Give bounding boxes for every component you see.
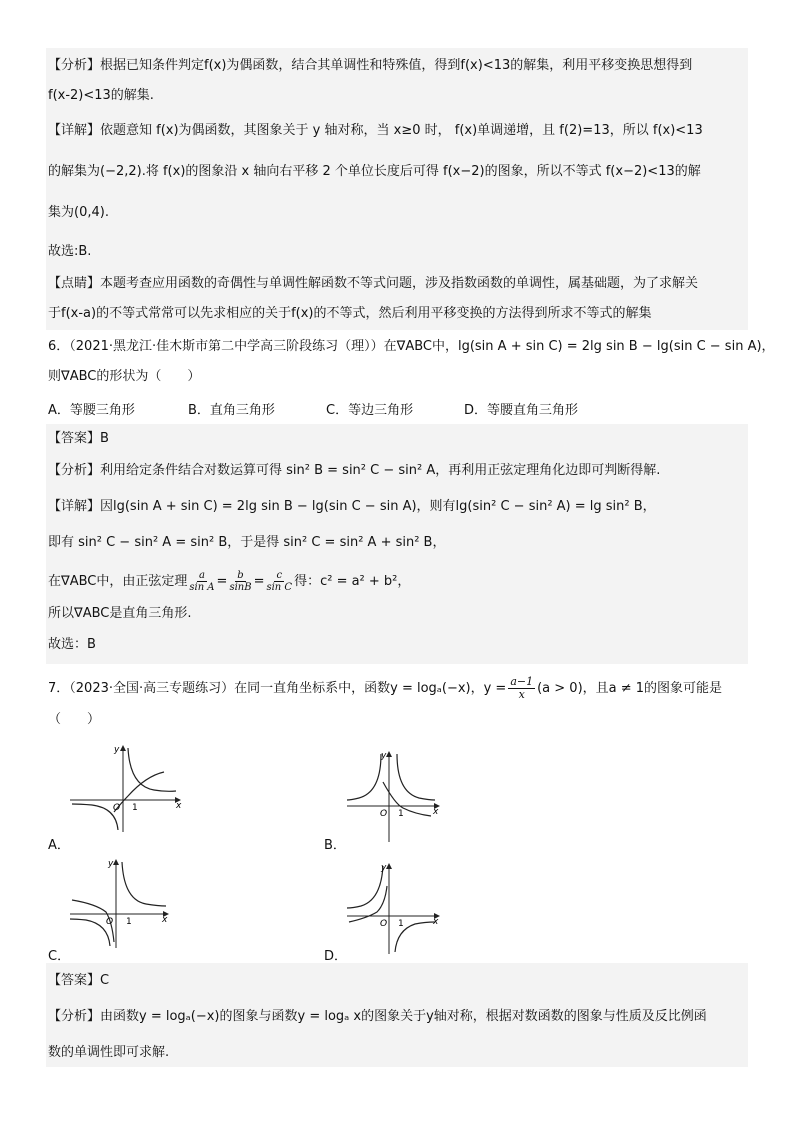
graph-d-axis-y: y [381, 863, 387, 873]
sine-law-fraction-3: $\frac{c}{\text{sin C}}$ [266, 570, 293, 593]
graph-a-one: 1 [132, 803, 138, 813]
q7-fraction: $\frac{a-1}{x}$ [510, 675, 534, 701]
question-7-paren: （ ） [48, 712, 101, 727]
detail-line-1: 【详解】依题意知 f(x)为偶函数，其图象关于 y 轴对称，当 x≥0 时， f(x)单调递增，且 f(2)=13，所以 f(x)<13 [48, 123, 703, 138]
graph-c-axis-y: y [108, 859, 114, 869]
detail-line-3: 集为(0,4). [48, 205, 109, 220]
detail-q6-3-suffix: 得：c² = a² + b²， [294, 573, 411, 589]
question-7-stem-start: 7．（2023·全国·高三专题练习）在同一直角坐标系中，函数y = logₐ(−x)，y = [48, 680, 507, 696]
analysis-q7-2: 数的单调性即可求解. [48, 1045, 170, 1060]
graph-c [66, 856, 172, 950]
option-d: D．等腰直角三角形 [464, 403, 579, 418]
graph-b-axis-y: y [381, 751, 387, 761]
graph-d [343, 860, 443, 956]
graph-a-axis-y: y [114, 745, 120, 755]
graph-a [66, 742, 184, 834]
question-6-stem: 6．（2021·黑龙江·佳木斯市第二中学高三阶段练习（理））在∇ABC中，lg(sin A + sin C) = 2lg sin B − lg(sin C − sin A)， [48, 339, 775, 354]
detail-q6-3: 在∇ABC中，由正弦定理 $\frac{a}{\text{sin A}}$ = $\frac{b}{\sin B}$ = $\frac{c}{\text{sin C}}$ 得：c² = a² + b²， [48, 570, 411, 593]
graph-a-axis-x: x [176, 801, 182, 811]
graph-d-label: D． [324, 949, 348, 964]
choice-line: 故选:B. [48, 244, 92, 259]
question-6-stem-2: 则∇ABC的形状为（ ） [48, 369, 201, 384]
analysis-line-2: f(x-2)<13的解集. [48, 88, 154, 103]
option-b: B．直角三角形 [188, 403, 275, 418]
graph-b-label: B． [324, 838, 346, 853]
detail-q6-4: 所以∇ABC是直角三角形. [48, 606, 192, 621]
graph-d-one: 1 [398, 919, 404, 929]
graph-c-one: 1 [126, 917, 132, 927]
sine-law-fraction-2: $\frac{b}{\sin B}$ [229, 570, 252, 593]
analysis-q7-1: 【分析】由函数y = logₐ(−x)的图象与函数y = logₐ x的图象关于y轴对称，根据对数函数的图象与性质及反比例函 [48, 1009, 707, 1024]
graph-d-axis-x: x [433, 917, 439, 927]
sine-law-fraction-1: $\frac{a}{\text{sin A}}$ [189, 570, 215, 593]
graph-a-label: A． [48, 838, 70, 853]
question-7-stem-end: (a > 0)，且a ≠ 1的图象可能是 [537, 680, 723, 696]
graph-b-origin: O [380, 809, 388, 819]
comment-line-2: 于f(x-a)的不等式常常可以先求相应的关于f(x)的不等式，然后利用平移变换的方法得到所求不等式的解集 [48, 306, 652, 321]
option-a: A．等腰三角形 [48, 403, 135, 418]
detail-line-2: 的解集为(−2,2).将 f(x)的图象沿 x 轴向右平移 2 个单位长度后可得 f(x−2)的图象，所以不等式 f(x−2)<13的解 [48, 164, 701, 179]
detail-q6-1: 【详解】因lg(sin A + sin C) = 2lg sin B − lg(sin C − sin A)，则有lg(sin² C − sin² A) = lg sin² B， [48, 499, 656, 514]
answer-q7: 【答案】C [48, 973, 110, 988]
graph-c-label: C． [48, 949, 71, 964]
graph-b [343, 748, 443, 844]
option-c: C．等边三角形 [326, 403, 414, 418]
graph-a-origin: O [113, 803, 121, 813]
graph-b-one: 1 [398, 809, 404, 819]
analysis-q6: 【分析】利用给定条件结合对数运算可得 sin² B = sin² C − sin² A，再利用正弦定理角化边即可判断得解. [48, 463, 661, 478]
question-7-stem [48, 676, 722, 701]
detail-q6-3-prefix: 在∇ABC中，由正弦定理 [48, 573, 188, 589]
answer-q6: 【答案】B [48, 431, 109, 446]
graph-b-axis-x: x [433, 807, 439, 817]
choice-q6: 故选：B [48, 637, 96, 652]
comment-line-1: 【点睛】本题考查应用函数的奇偶性与单调性解函数不等式问题，涉及指数函数的单调性，属基础题，为了求解关 [48, 276, 699, 291]
graph-d-origin: O [380, 919, 388, 929]
detail-q6-2: 即有 sin² C − sin² A = sin² B，于是得 sin² C = sin² A + sin² B， [48, 535, 446, 550]
analysis-line-1: 【分析】根据已知条件判定f(x)为偶函数，结合其单调性和特殊值，得到f(x)<13的解集，利用平移变换思想得到 [48, 58, 693, 73]
graph-c-origin: O [106, 917, 114, 927]
graph-c-axis-x: x [162, 915, 168, 925]
